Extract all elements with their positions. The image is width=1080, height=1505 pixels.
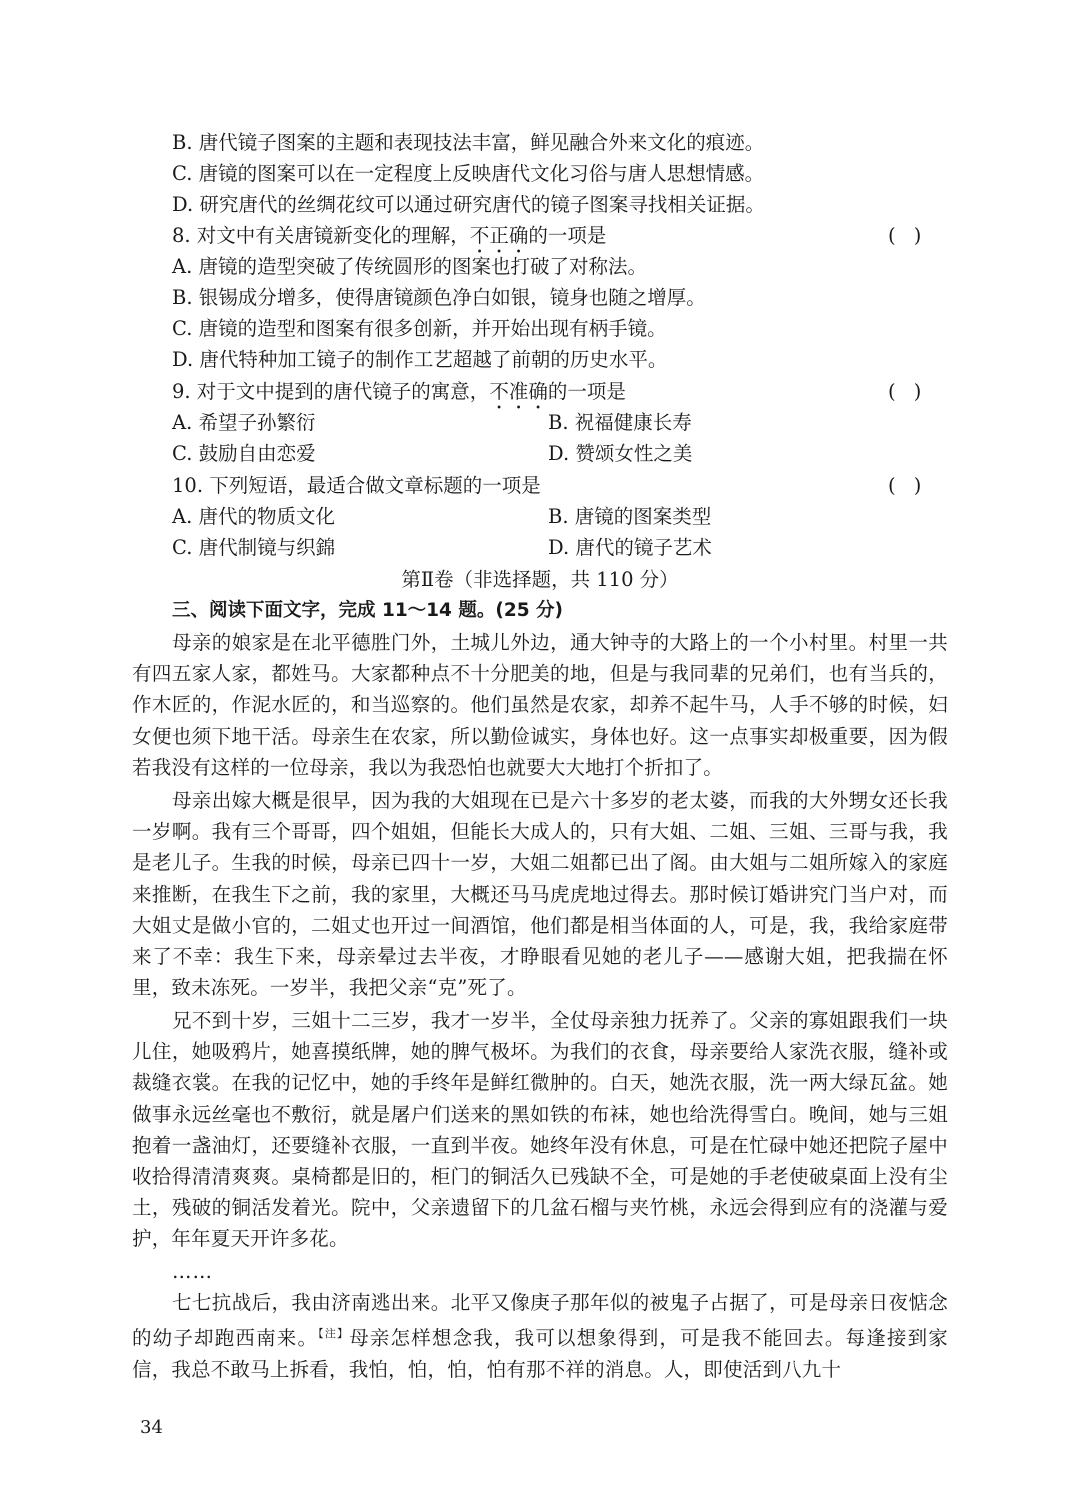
q9-option-b: B. 祝福健康长寿	[548, 411, 692, 434]
q9-answer-paren: ( )	[888, 380, 928, 403]
q9-stem-emphasis: 不准确	[489, 380, 548, 403]
footnote-marker: 【注】	[318, 1327, 350, 1341]
q8-option-d: D. 唐代特种加工镜子的制作工艺超越了前朝的历史水平。	[172, 348, 668, 371]
q7-option-d: D. 研究唐代的丝绸花纹可以通过研究唐代的镜子图案寻找相关证据。	[172, 193, 765, 216]
q8-stem-pre: 8. 对文中有关唐镜新变化的理解，	[172, 224, 470, 247]
q10-answer-paren: ( )	[888, 474, 928, 497]
q10-option-c: C. 唐代制镜与织錦	[172, 536, 336, 559]
q8-stem-post: 的一项是	[528, 224, 607, 247]
passage-paragraph-1: 母亲的娘家是在北平德胜门外，土城儿外边，通大钟寺的大路上的一个小村里。村里一共有四五家人家，都姓马。大家都种点不十分肥美的地，但是与我同辈的兄弟们，也有当兵的，作木匠的，作泥水匠的，和当巡察的。他们虽然是农家，却养不起牛马，人手不够的时候，妇女便也须下地干活。母亲生在农家，所以勤俭诚实，身体也好。这一点事实却极重要，因为假若我没有这样的一位母亲，我以为我恐怕也就要大大地打个折扣了。	[132, 631, 948, 779]
q9-option-c: C. 鼓励自由恋爱	[172, 442, 316, 465]
q8-option-b: B. 银锡成分增多，使得唐镜颜色净白如银，镜身也随之增厚。	[172, 286, 706, 309]
q10-stem: 10. 下列短语，最适合做文章标题的一项是	[172, 474, 541, 497]
q9-option-d: D. 赞颂女性之美	[548, 442, 693, 465]
part2-title: 第Ⅱ卷（非选择题，共 110 分）	[401, 568, 679, 591]
q7-option-b: B. 唐代镜子图案的主题和表现技法丰富，鲜见融合外来文化的痕迹。	[172, 131, 765, 154]
q10-option-d: D. 唐代的镜子艺术	[548, 536, 712, 559]
q8-option-a: A. 唐镜的造型突破了传统圆形的图案也打破了对称法。	[172, 255, 647, 278]
q8-option-c: C. 唐镜的造型和图案有很多创新，并开始出现有柄手镜。	[172, 317, 667, 340]
passage-paragraph-2: 母亲出嫁大概是很早，因为我的大姐现在已是六十多岁的老太婆，而我的大外甥女还长我一岁啊。我有三个哥哥，四个姐姐，但能长大成人的，只有大姐、二姐、三姐、三哥与我，我是老儿子。生我的时候，母亲已四十一岁，大姐二姐都已出了阁。由大姐与二姐所嫁入的家庭来推断，在我生下之前，我的家里，大概还马马虎虎地过得去。那时候订婚讲究门当户对，而大姐丈是做小官的，二姐丈也开过一间酒馆，他们都是相当体面的人，可是，我，我给家庭带来了不幸：我生下来，母亲晕过去半夜，才睁眼看见她的老儿子——感谢大姐，把我揣在怀里，致未冻死。一岁半，我把父亲“克”死了。	[132, 789, 948, 1000]
q9-option-a: A. 希望子孙繁衍	[172, 411, 316, 434]
q9-stem-post: 的一项是	[547, 380, 626, 403]
q10-option-b: B. 唐镜的图案类型	[548, 505, 712, 528]
passage-ellipsis: ……	[172, 1260, 213, 1283]
passage-paragraph-3: 兄不到十岁，三姐十二三岁，我才一岁半，全仗母亲独力抚养了。父亲的寡姐跟我们一块儿住，她吸鸦片，她喜摸纸牌，她的脾气极坏。为我们的衣食，母亲要给人家洗衣服，缝补或裁缝衣裳。在我的记忆中，她的手终年是鲜红微肿的。白天，她洗衣服，洗一两大绿瓦盆。她做事永远丝毫也不敷衍，就是屠户们送来的黑如铁的布袜，她也给洗得雪白。晚间，她与三姐抱着一盏油灯，还要缝补衣服，一直到半夜。她终年没有休息，可是在忙碌中她还把院子屋中收拾得清清爽爽。桌椅都是旧的，柜门的铜活久已残缺不全，可是她的手老使破桌面上没有尘土，残破的铜活发着光。院中，父亲遗留下的几盆石榴与夹竹桃，永远会得到应有的浇灌与爱护，年年夏天开许多花。	[132, 1009, 948, 1251]
q10-option-a: A. 唐代的物质文化	[172, 505, 335, 528]
q8-answer-paren: ( )	[888, 224, 928, 247]
passage-paragraph-4	[132, 1287, 948, 1385]
q7-option-c: C. 唐镜的图案可以在一定程度上反映唐代文化习俗与唐人思想情感。	[172, 162, 765, 185]
q8-stem-emphasis: 不正确	[469, 224, 529, 247]
section3-heading: 三、阅读下面文字，完成 11～14 题。(25 分)	[172, 600, 563, 621]
passage-paragraph-4-pre: 七七抗战后，我由济南逃出来。北平又像庚子那年似的被鬼子占据了，可是母亲日夜惦念的幼子却跑西南来。	[132, 1291, 948, 1350]
passage-paragraph-4-post: 母亲怎样想念我，我可以想象得到，可是我不能回去。每逢接到家信，我总不敢马上拆看，我怕，怕，怕，怕有那不祥的消息。人，即使活到八九十	[132, 1326, 948, 1381]
page-number: 34	[140, 1417, 163, 1438]
q9-stem-pre: 9. 对于文中提到的唐代镜子的寓意，	[172, 380, 490, 403]
